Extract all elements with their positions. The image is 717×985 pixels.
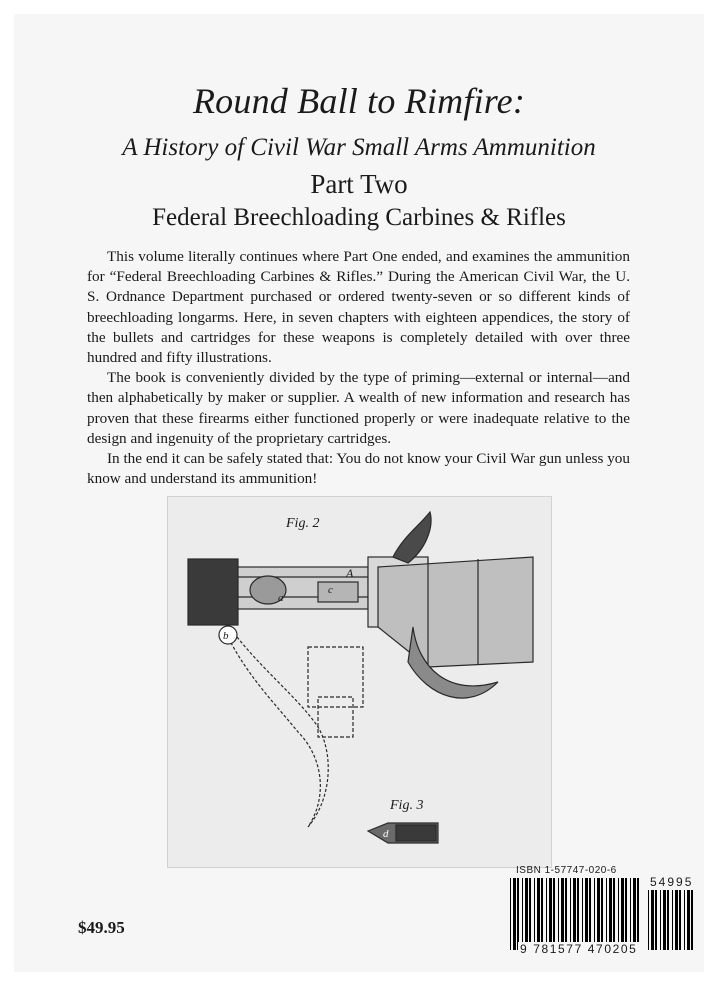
barcode-bar [691,890,693,950]
barcode-bar [687,890,690,950]
barcode-bar [513,878,516,950]
barcode-bar [618,878,619,950]
barcode-bar [549,878,552,950]
price-addon-barcode [648,890,696,950]
barcode-bar [672,890,673,950]
cartridge-chamber [318,582,358,602]
breech-mechanism-illustration [167,496,552,868]
barcode-bar [546,878,547,950]
barcode-bar [613,878,615,950]
barcode-bar [609,878,612,950]
barcode-bar [594,878,595,950]
barcode-digits: 9 781577 470205 [520,942,638,956]
hammer [393,512,431,563]
barcode-bar [525,878,528,950]
stock-wrist [378,557,533,667]
barcode-bar [621,878,624,950]
book-back-cover [14,14,704,972]
label-d: d [383,828,389,840]
barcode-bar [585,878,588,950]
barcode-bar [648,890,649,950]
book-part: Part Two [310,169,408,199]
barcode-bar [663,890,666,950]
barcode-bar [630,878,631,950]
barcode-bar [625,878,627,950]
fig3-label: Fig. 3 [390,798,424,813]
barcode-bar [606,878,607,950]
barcode-bar [570,878,571,950]
barcode-bar [582,878,583,950]
fig2-label: Fig. 2 [286,516,320,531]
barrel-end [188,559,238,625]
barcode-bar [558,878,559,950]
price-label: $49.95 [78,918,125,937]
description-paragraph-3: In the end it can be safely stated that: You do not know your Civil War gun unless you know and understand its ammunition! [87,450,630,488]
description-paragraph-2: The book is conveniently divided by the type of priming—external or internal—and then alphabetically by maker or supplier. A wealth of new information and research has proven that these firearms either functioned properly or were inadequate relative to the design and ingenuity of the proprietary cartridges. [87,369,630,447]
barcode-bar [510,878,511,950]
isbn-text: ISBN 1-57747-020-6 [516,865,617,876]
barcode-bar [537,878,540,950]
label-c: c [328,584,333,596]
barcode-bar [679,890,681,950]
barcode-bar [601,878,603,950]
barcode-bar [684,890,685,950]
barcode-bar [565,878,567,950]
barcode-bar [561,878,564,950]
lever-open [228,625,328,827]
barcode-bar [675,890,678,950]
barcode-bar [655,890,657,950]
barcode-bar [667,890,669,950]
label-a-large: A [346,566,354,580]
description-paragraph-1: This volume literally continues where Part One ended, and examines the ammunition for “Federal Breechloading Carbines & Rifles.” During the American Civil War, the U. S. Ordnance Department purchased or ordered twenty-seven or so different kinds of breechloading longarms. Here, in seven chapters with eighteen appendices, the story of the bullets and cartridges for these weapons is completely detailed with over three hundred and fifty illustrations. [87,248,630,367]
barcode-bar [529,878,531,950]
barcode-bar [534,878,535,950]
book-subtitle: A History of Civil War Small Arms Ammunition [122,134,596,161]
barcode-bar [660,890,661,950]
label-a-small: a [278,592,284,604]
barcode-bar [597,878,600,950]
barcode-bar [589,878,591,950]
breech-block-open [308,647,363,707]
breech-mechanism-drawing [168,497,551,867]
barcode-bar [573,878,576,950]
label-b: b [223,630,229,642]
barcode-bar [553,878,555,950]
book-title: Round Ball to Rimfire: [192,81,526,121]
barcode-bar [541,878,543,950]
price-addon-digits: 54995 [650,875,694,889]
barcode-bar [651,890,654,950]
barcode-bar [522,878,523,950]
isbn-barcode [510,878,642,950]
book-section-title: Federal Breechloading Carbines & Rifles [152,204,566,231]
barcode-bar [637,878,639,950]
barcode-bar [517,878,519,950]
barcode-bar [633,878,636,950]
description-text [87,247,630,489]
barcode-bar [577,878,579,950]
